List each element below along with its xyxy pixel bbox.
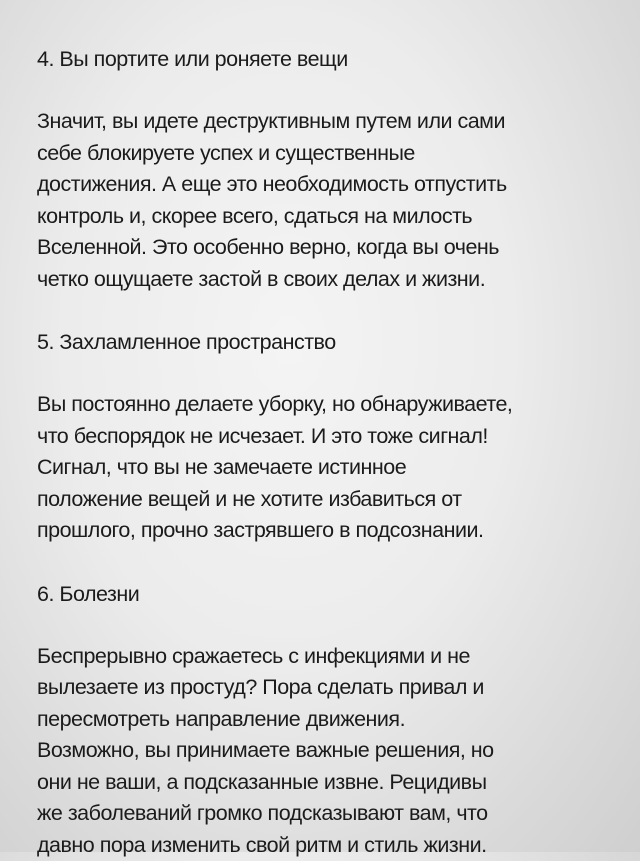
paragraph-line: достижения. А еще это необходимость отпустить: [37, 169, 612, 201]
paragraph-line: положение вещей и не хотите избавиться от: [37, 484, 612, 516]
paragraph-line: четко ощущаете застой в своих делах и жизни.: [37, 264, 612, 296]
spacer: [37, 547, 612, 579]
spacer: [37, 295, 612, 327]
paragraph-line: Вселенной. Это особенно верно, когда вы очень: [37, 232, 612, 264]
section-paragraph: [37, 106, 612, 295]
paragraph-line: Значит, вы идете деструктивным путем или сами: [37, 106, 612, 138]
paragraph-line: Беспрерывно сражаетесь с инфекциями и не: [37, 641, 612, 673]
spacer: [37, 357, 612, 389]
paragraph-line: пересмотреть направление движения.: [37, 704, 612, 736]
paragraph-line: Сигнал, что вы не замечаете истинное: [37, 452, 612, 484]
document-page: [37, 44, 612, 861]
section-illnesses: [37, 579, 612, 861]
paragraph-line: Вы постоянно делаете уборку, но обнаруживаете,: [37, 389, 612, 421]
section-heading: 5. Захламленное пространство: [37, 327, 612, 357]
section-heading: 4. Вы портите или роняете вещи: [37, 44, 612, 74]
section-paragraph: [37, 641, 612, 861]
paragraph-line: прошлого, прочно застрявшего в подсознании.: [37, 515, 612, 547]
paragraph-line: вылезаете из простуд? Пора сделать привал и: [37, 672, 612, 704]
paragraph-line: себе блокируете успех и существенные: [37, 138, 612, 170]
paragraph-line: они не ваши, а подсказанные извне. Рецидивы: [37, 767, 612, 799]
paragraph-line: давно пора изменить свой ритм и стиль жизни.: [37, 830, 612, 861]
paragraph-line: контроль и, скорее всего, сдаться на милость: [37, 201, 612, 233]
section-paragraph: [37, 389, 612, 547]
paragraph-line: же заболеваний громко подсказывают вам, что: [37, 798, 612, 830]
section-cluttered-space: [37, 327, 612, 547]
spacer: [37, 74, 612, 106]
section-heading: 6. Болезни: [37, 579, 612, 609]
paragraph-line: Возможно, вы принимаете важные решения, но: [37, 735, 612, 767]
spacer: [37, 609, 612, 641]
section-damaging-items: [37, 44, 612, 295]
paragraph-line: что беспорядок не исчезает. И это тоже сигнал!: [37, 421, 612, 453]
